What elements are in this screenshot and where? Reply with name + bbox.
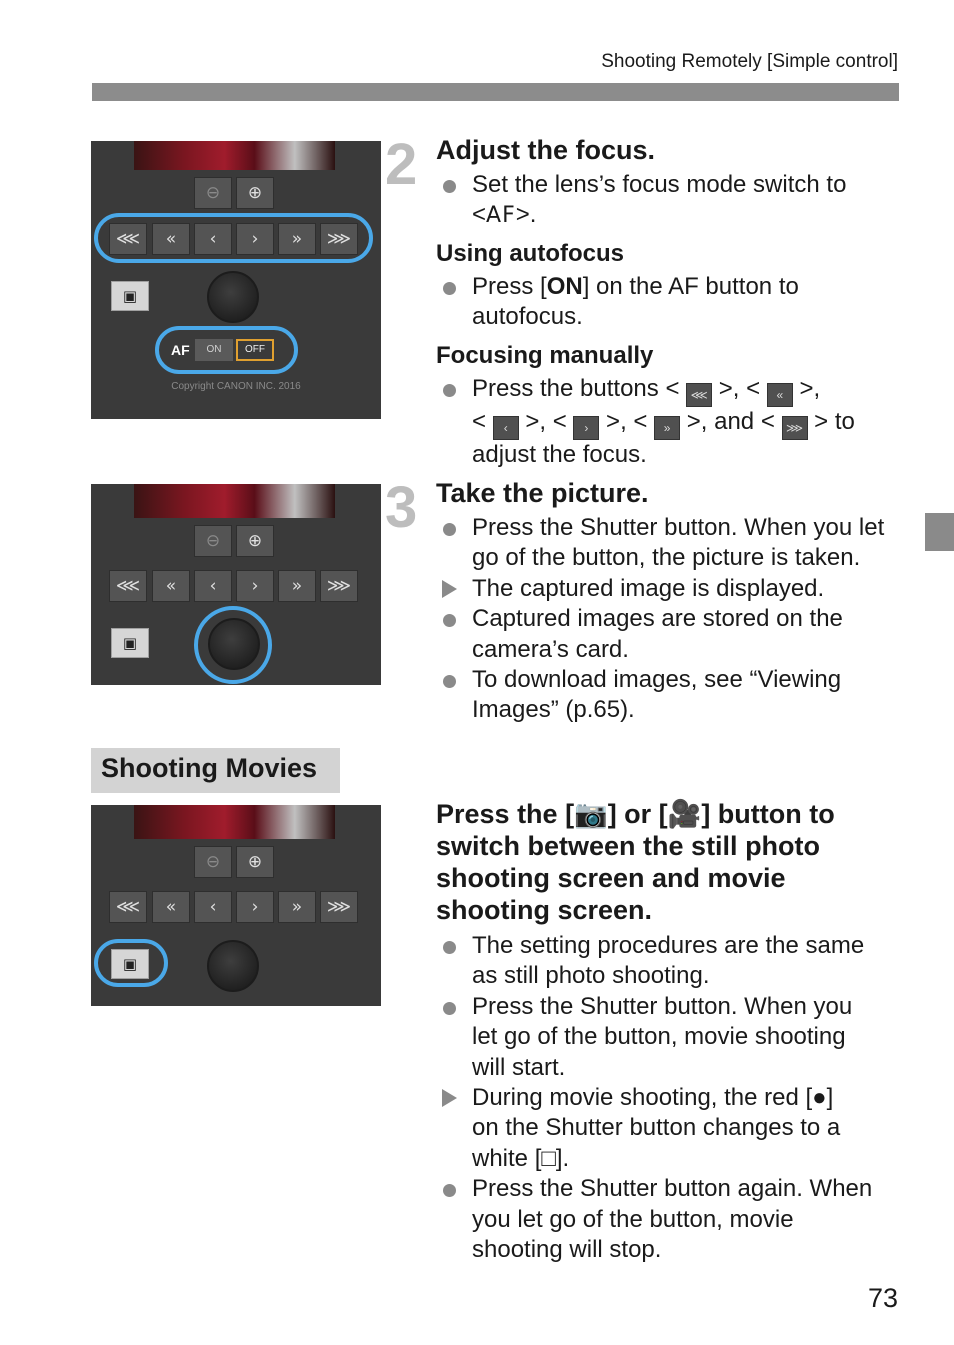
zoom-in-button[interactable]: ⊕ [236, 846, 274, 878]
step-number: 3 [385, 475, 418, 540]
step-title: Take the picture. [436, 478, 649, 508]
shutter-highlight [194, 606, 272, 684]
focus-far-small-button[interactable]: › [236, 570, 274, 602]
copyright-text: Copyright CANON INC. 2016 [171, 381, 301, 392]
focus-near-small-button[interactable]: ‹ [194, 891, 232, 923]
list-item: During movie shooting, the red [●] on the Shutter button changes to a white [□]. [436, 1083, 872, 1174]
list-item: Captured images are stored on the camera’s card. [436, 604, 884, 665]
step3-bullets [436, 513, 884, 726]
screenshot-focus-controls [91, 141, 381, 419]
header-rule [92, 83, 899, 101]
zoom-out-button[interactable]: ⊖ [194, 846, 232, 878]
zoom-in-button[interactable]: ⊕ [236, 525, 274, 557]
focus-near-medium-button[interactable]: « [152, 570, 190, 602]
using-autofocus-heading: Using autofocus [436, 240, 625, 267]
camera-icon: 📷 [574, 799, 608, 829]
shutter-button[interactable] [207, 271, 259, 323]
focus-far-large-button[interactable]: ⋙ [320, 570, 358, 602]
focus-near-large-button[interactable]: ⋘ [109, 891, 147, 923]
focus-far-small-icon: › [573, 416, 599, 440]
movie-mode-button[interactable]: ▣ [111, 628, 149, 658]
running-head: Shooting Remotely [Simple control] [601, 51, 898, 72]
step-title: Adjust the focus. [436, 135, 656, 165]
list-item: The captured image is displayed. [436, 574, 884, 604]
focus-far-large-button[interactable]: ⋙ [320, 223, 358, 255]
movie-mode-button[interactable]: ▣ [111, 281, 149, 311]
movie-mode-button[interactable]: ▣ [111, 949, 149, 979]
af-off-button[interactable]: OFF [236, 339, 274, 361]
list-item: Press the Shutter button. When you let go of the button, the picture is taken. [436, 513, 884, 574]
af-label: AF [171, 342, 190, 358]
list-item: The setting procedures are the same as still photo shooting. [436, 931, 872, 992]
focus-near-large-button[interactable]: ⋘ [109, 570, 147, 602]
focus-near-medium-button[interactable]: « [152, 891, 190, 923]
focus-near-small-icon: ‹ [493, 416, 519, 440]
zoom-out-button[interactable]: ⊖ [194, 177, 232, 209]
movie-icon: 🎥 [667, 799, 702, 829]
screenshot-movie-button [91, 805, 381, 1006]
focus-far-large-icon: ⋙ [782, 416, 808, 440]
manual-focus-bullets [436, 374, 855, 470]
focus-far-small-button[interactable]: › [236, 891, 274, 923]
step2-bullets [436, 170, 846, 232]
focus-near-large-button[interactable]: ⋘ [109, 223, 147, 255]
list-item: Press the Shutter button again. When you let go of the button, movie shooting will stop. [436, 1174, 872, 1265]
focus-near-large-icon: ⋘ [686, 383, 712, 407]
shutter-button[interactable] [207, 940, 259, 992]
list-item: Set the lens’s focus mode switch to <AF>. [436, 170, 846, 232]
focus-near-small-button[interactable]: ‹ [194, 570, 232, 602]
movies-instruction-heading: Press the [📷] or [🎥] button to switch between the still photo shooting screen and movie shooting screen. [436, 799, 835, 925]
focus-far-medium-button[interactable]: » [278, 223, 316, 255]
live-view-image [134, 805, 335, 839]
page-number: 73 [867, 1283, 898, 1313]
live-view-image [134, 484, 335, 518]
autofocus-bullets [436, 272, 799, 333]
focus-buttons-highlight [94, 213, 373, 263]
list-item: Press [ON] on the AF button to autofocus. [436, 272, 799, 333]
focus-far-medium-button[interactable]: » [278, 570, 316, 602]
focus-near-medium-button[interactable]: « [152, 223, 190, 255]
focus-far-small-button[interactable]: › [236, 223, 274, 255]
step-number: 2 [385, 132, 418, 197]
live-view-image [134, 141, 335, 170]
movie-button-highlight [94, 939, 168, 987]
screenshot-shutter [91, 484, 381, 685]
zoom-out-button[interactable]: ⊖ [194, 525, 232, 557]
list-item: Press the buttons < ⋘ >, < « >, < ‹ >, < › >, < » >, and < ⋙ > to adjust the focus. [436, 374, 855, 470]
chapter-thumb-tab [925, 513, 954, 551]
af-buttons-highlight [155, 326, 298, 374]
focus-far-medium-button[interactable]: » [278, 891, 316, 923]
focus-far-large-button[interactable]: ⋙ [320, 891, 358, 923]
af-mode-icon: AF [486, 203, 516, 229]
list-item: Press the Shutter button. When you let go of the button, movie shooting will start. [436, 992, 872, 1083]
af-on-button[interactable]: ON [195, 339, 233, 361]
movies-bullets [436, 931, 872, 1265]
focus-near-small-button[interactable]: ‹ [194, 223, 232, 255]
focus-near-medium-icon: « [767, 383, 793, 407]
zoom-in-button[interactable]: ⊕ [236, 177, 274, 209]
focus-far-medium-icon: » [654, 416, 680, 440]
focusing-manually-heading: Focusing manually [436, 342, 654, 369]
list-item: To download images, see “Viewing Images” (p.65). [436, 665, 884, 726]
section-heading: Shooting Movies [91, 748, 340, 793]
